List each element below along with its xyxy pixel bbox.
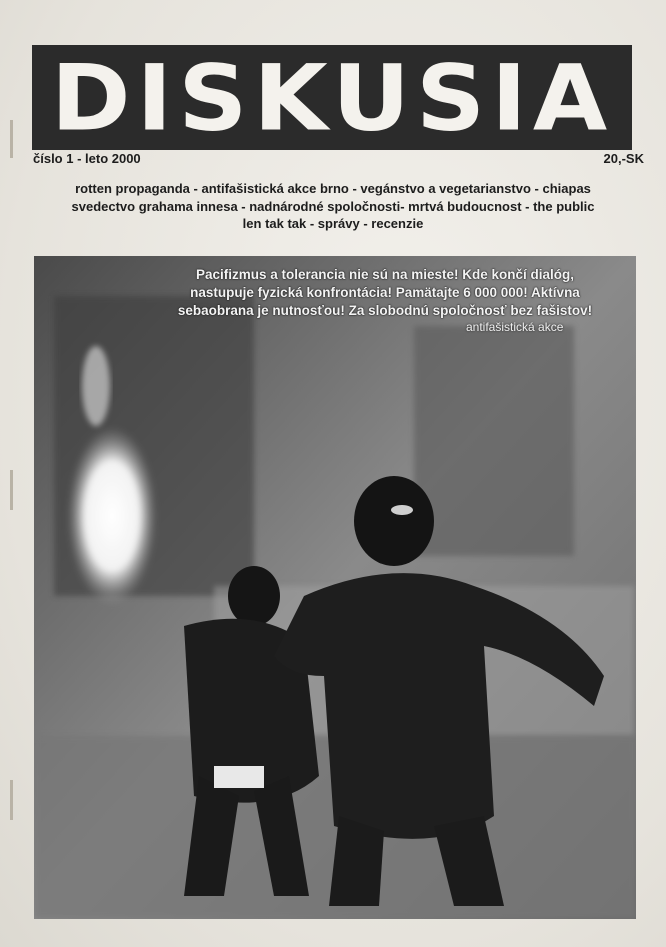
dark-window [414,326,574,556]
quote-source: antifašistická akce [466,320,564,334]
contents-line: len tak tak - správy - recenzie [242,216,424,231]
flame [67,426,157,606]
masthead [32,45,632,150]
quote-line: sebaobrana je nutnosťou! Za slobodnú spoločnosť bez fašistov! [177,303,593,318]
issue-label: číslo 1 - leto 2000 [33,151,141,166]
staple-mark [10,120,13,158]
contents-line: rotten propaganda - antifašistická akce brno - vegánstvo a vegetarianstvo - chiapas [75,181,591,196]
magazine-title: DISKUSIA [50,45,614,150]
contents-line: svedectvo grahama innesa - nadnárodné spoločnosti- mrtvá budoucnost - the public [71,198,595,214]
table-of-contents [40,180,626,233]
price-label: 20,-SK [603,151,644,166]
cover-quote [140,266,630,320]
staple-mark [10,780,13,820]
photo-illustration [34,256,636,919]
cover-photo [34,256,636,919]
quote-line: nastupuje fyzická konfrontácia! Pamätajte 6 000 000! Aktívna [190,285,580,300]
flame-tip [82,346,110,426]
staple-mark [10,470,13,510]
quote-line: Pacifizmus a tolerancia nie sú na mieste! Kde končí dialóg, [195,267,575,282]
